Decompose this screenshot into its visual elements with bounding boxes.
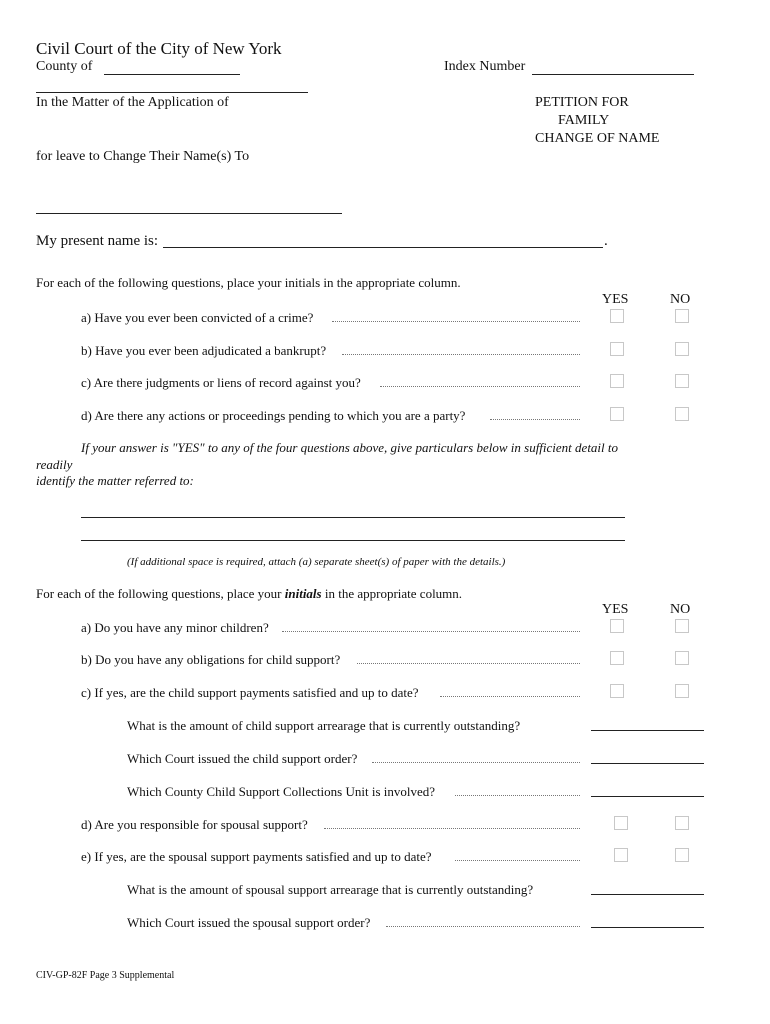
yes-checkbox[interactable] xyxy=(610,407,624,421)
present-name-period: . xyxy=(604,233,608,249)
child-support-court-field[interactable] xyxy=(591,763,704,764)
leave-label: for leave to Change Their Name(s) To xyxy=(36,149,250,164)
question-text: b) Do you have any obligations for child support? xyxy=(81,652,341,667)
matter-label: In the Matter of the Application of xyxy=(36,95,229,110)
particulars-line-1[interactable] xyxy=(81,517,625,518)
collections-unit-field[interactable] xyxy=(591,796,704,797)
yes-checkbox[interactable] xyxy=(614,848,628,862)
applicant-name-field[interactable] xyxy=(36,92,308,93)
no-checkbox[interactable] xyxy=(675,407,689,421)
form-id-footer: CIV-GP-82F Page 3 Supplemental xyxy=(36,970,175,981)
section2-instruction-emphasis: initials xyxy=(284,586,322,601)
particulars-instruction-cont: readily xyxy=(36,457,73,472)
question-text: d) Are you responsible for spousal support? xyxy=(81,817,308,832)
particulars-instruction-cont2: identify the matter referred to: xyxy=(36,473,194,488)
no-checkbox[interactable] xyxy=(675,374,689,388)
child-support-arrearage-field[interactable] xyxy=(591,730,704,731)
no-checkbox[interactable] xyxy=(675,848,689,862)
spousal-support-court-field[interactable] xyxy=(591,927,704,928)
section2-instruction-pre: For each of the following questions, place your xyxy=(36,586,282,601)
no-checkbox[interactable] xyxy=(675,309,689,323)
section2-instruction xyxy=(36,586,462,602)
question-text: What is the amount of spousal support arrearage that is currently outstanding? xyxy=(127,882,534,897)
yes-checkbox[interactable] xyxy=(610,309,624,323)
leader-dots xyxy=(342,354,580,355)
particulars-instruction: If your answer is "YES" to any of the four questions above, give particulars below in sufficient detail to xyxy=(81,440,619,455)
question-text: d) Are there any actions or proceedings pending to which you are a party? xyxy=(81,408,466,423)
yes-checkbox[interactable] xyxy=(610,619,624,633)
question-text: a) Have you ever been convicted of a crime? xyxy=(81,310,314,325)
yes-checkbox[interactable] xyxy=(610,651,624,665)
index-number-field[interactable] xyxy=(532,74,694,75)
no-checkbox[interactable] xyxy=(675,816,689,830)
leader-dots xyxy=(372,762,580,763)
particulars-line-2[interactable] xyxy=(81,540,625,541)
leader-dots xyxy=(332,321,580,322)
court-title: Civil Court of the City of New York xyxy=(36,39,282,58)
leader-dots xyxy=(386,926,580,927)
question-text: c) Are there judgments or liens of record against you? xyxy=(81,375,361,390)
leader-dots xyxy=(380,386,580,387)
question-text: Which Court issued the spousal support order? xyxy=(127,915,371,930)
section2-yes-header: YES xyxy=(602,602,629,617)
question-text: b) Have you ever been adjudicated a bankrupt? xyxy=(81,343,327,358)
leader-dots xyxy=(282,631,580,632)
county-field[interactable] xyxy=(104,74,240,75)
section1-yes-header: YES xyxy=(602,292,629,307)
yes-checkbox[interactable] xyxy=(610,374,624,388)
petition-title-line3: CHANGE OF NAME xyxy=(535,131,660,146)
leader-dots xyxy=(324,828,580,829)
section1-instruction: For each of the following questions, place your initials in the appropriate column. xyxy=(36,275,461,290)
leader-dots xyxy=(490,419,580,420)
question-text: Which County Child Support Collections Unit is involved? xyxy=(127,784,436,799)
county-label: County of xyxy=(36,59,93,74)
no-checkbox[interactable] xyxy=(675,619,689,633)
yes-checkbox[interactable] xyxy=(610,684,624,698)
additional-space-note: (If additional space is required, attach (a) separate sheet(s) of paper with the details.) xyxy=(127,556,506,568)
question-text: a) Do you have any minor children? xyxy=(81,620,269,635)
section1-no-header: NO xyxy=(670,292,691,307)
section2-instruction-post: in the appropriate column. xyxy=(324,586,463,601)
question-text: e) If yes, are the spousal support payments satisfied and up to date? xyxy=(81,849,432,864)
yes-checkbox[interactable] xyxy=(614,816,628,830)
petition-title-line1: PETITION FOR xyxy=(535,95,629,110)
yes-checkbox[interactable] xyxy=(610,342,624,356)
new-name-field[interactable] xyxy=(36,213,342,214)
leader-dots xyxy=(357,663,580,664)
leader-dots xyxy=(455,795,580,796)
question-text: Which Court issued the child support order? xyxy=(127,751,358,766)
present-name-field[interactable] xyxy=(163,247,603,248)
question-text: What is the amount of child support arrearage that is currently outstanding? xyxy=(127,718,521,733)
question-text: c) If yes, are the child support payments satisfied and up to date? xyxy=(81,685,419,700)
leader-dots xyxy=(440,696,580,697)
present-name-label: My present name is: xyxy=(36,233,159,249)
spousal-support-arrearage-field[interactable] xyxy=(591,894,704,895)
leader-dots xyxy=(455,860,580,861)
no-checkbox[interactable] xyxy=(675,342,689,356)
petition-title-line2: FAMILY xyxy=(558,113,610,128)
index-number-label: Index Number xyxy=(444,59,526,74)
no-checkbox[interactable] xyxy=(675,684,689,698)
section2-no-header: NO xyxy=(670,602,691,617)
no-checkbox[interactable] xyxy=(675,651,689,665)
